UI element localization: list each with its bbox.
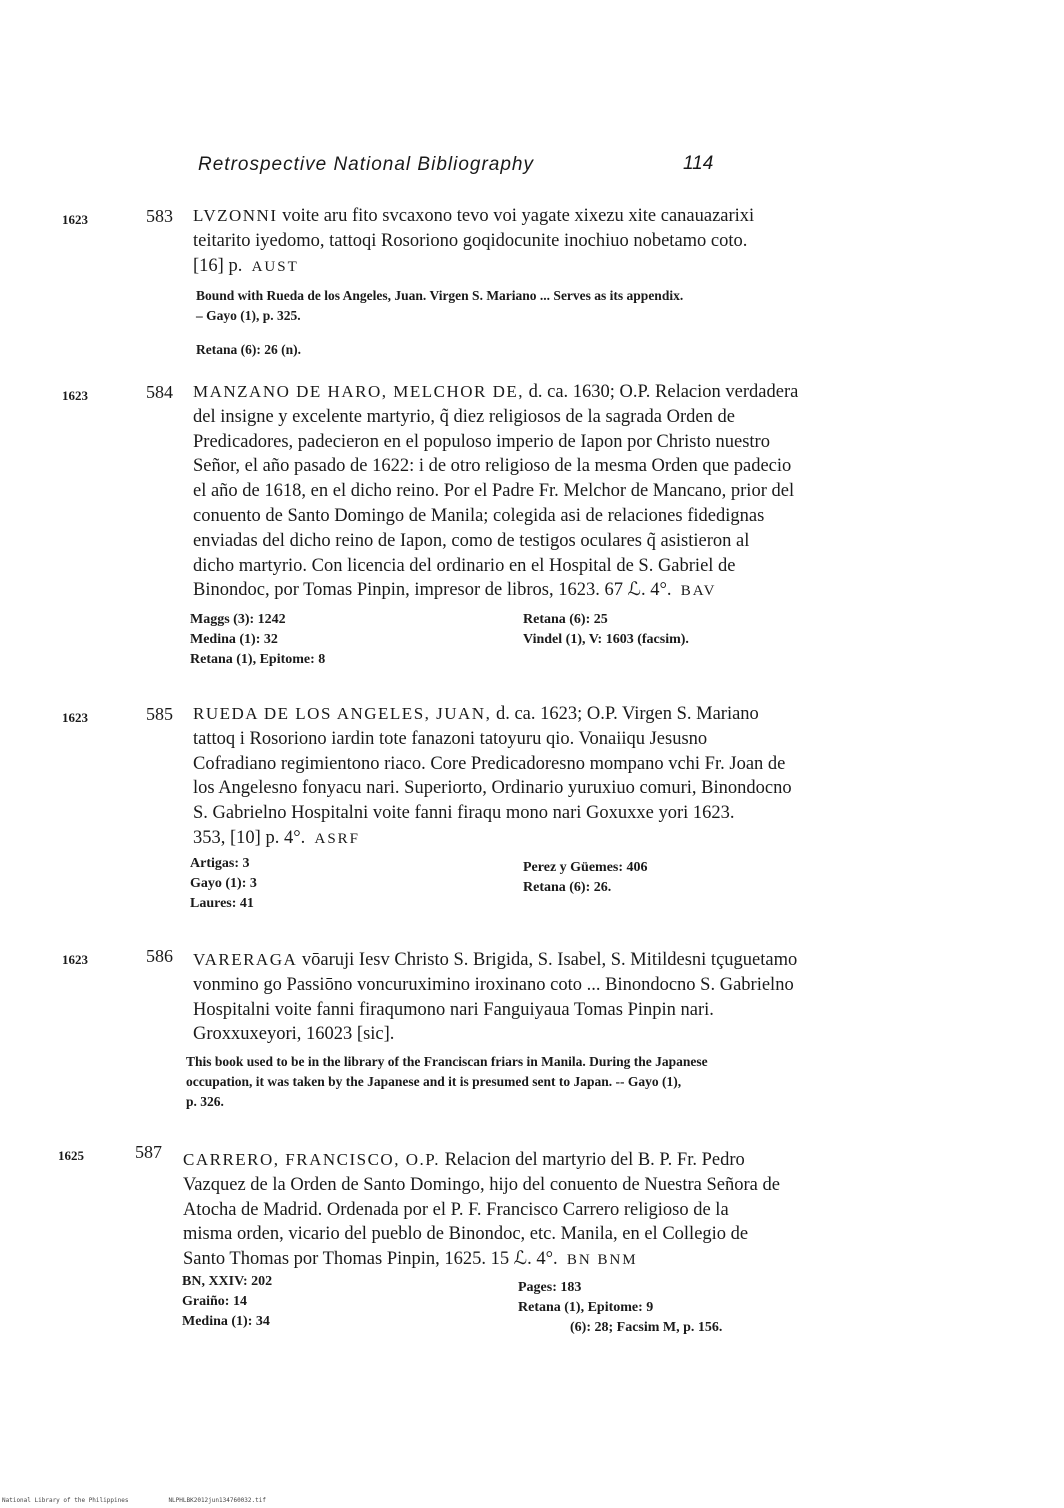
entry-number: 584 [146,382,173,402]
page-number: 114 [683,153,714,174]
entry-year: 1623 [62,710,88,725]
entry-description: RUEDA DE LOS ANGELES, JUAN, d. ca. 1623; O.P. Virgen S. Mariano tattoq i Rosoriono iardin tote fanazoni tatoyuru qio. Vonaiiqu Jesusno Cofradiano regimientono riaco. Core Predicadoresno mompano vchi Fr. Joan de los Angelesno fonyacu nari. Superiorto, Ordinario yuruxiuo comuri, Binondocno S. Gabrielno Hospitalni voite fanni firaqu mono nari Goxuxxe yori 1623. 353, [10] p. 4°. ASRF [193,704,792,848]
entry-description: LVZONNI voite aru fito svcaxono tevo voi yagate xixezu xite canauazarixi teitarito iyedomo, tattoqi Rosoriono goqidocunite inochiuo nobetamo coto. [16] p. AUST [193,206,755,276]
entry-number: 587 [135,1142,162,1162]
entry-description: CARRERO, FRANCISCO, O.P. Relacion del martyrio del B. P. Fr. Pedro Vazquez de la Orden de Santo Domingo, hijo del conuento de Nuestra Señora de Atocha de Madrid. Ordenada por el P. F. Francisco Carrero religioso de la misma orden, vicario del pueblo de Binondoc, etc. Manila, en el Collegio de Santo Thomas por Thomas Pinpin, 1625. 15 ℒ. 4°. BN BNM [183,1150,780,1270]
entry-description: VARERAGA vōaruji Iesv Christo S. Brigida, S. Isabel, S. Mitildesni tçuguetamo vonmino go Passiōno voncuruximino iroxinano coto ... Binondocno S. Gabrielno Hospitalni voite fanni firaqumono nari Fanguiyaua Tomas Pinpin nari. Groxxuxeyori, 16023 [sic]. [193,950,798,1045]
entry-year: 1623 [62,212,88,227]
entry-number: 583 [146,206,173,226]
running-title: Retrospective National Bibliography [198,154,534,175]
entry-note: This book used to be in the library of the Franciscan friars in Manila. During the Japanese occupation, it was taken by the Japanese and it is presumed sent to Japan. -- Gayo (1), p. 326. [186,1054,708,1109]
entry-year: 1623 [62,952,88,967]
entry-description: MANZANO DE HARO, MELCHOR DE, d. ca. 1630; O.P. Relacion verdadera del insigne y excelente martyrio, q̃ diez religiosos de la sagrada Orden de Predicadores, padecieron en el populoso imperio de Iapon por Christo nuestro Señor, el año pasado de 1622: i de otro religioso de la mesma Orden que padecio el año de 1618, en el dicho reino. Por el Padre Fr. Melchor de Mancano, prior del conuento de Santo Domingo de Manila; colegida asi de relaciones fidedignas enviadas del dicho reino de Iapon, como de testigos oculares q̃ asistieron al dicho martyrio. Con licencia del ordinario en el Hospital de S. Gabriel de Binondoc, por Tomas Pinpin, impresor de libros, 1623. 67 ℒ. 4°. BAV [193,382,799,601]
entry-note: Bound with Rueda de los Angeles, Juan. Virgen S. Mariano ... Serves as its appendix. – Gayo (1), p. 325. Retana (6): 26 (n). [196,288,684,357]
entry-number: 585 [146,704,173,724]
entry-year: 1625 [58,1148,84,1163]
entry-year: 1623 [62,388,88,403]
entry-number: 586 [146,946,173,966]
scan-footer: National Library of the Philippines NLPHLBK2012jun134760032.tif [2,1497,266,1504]
